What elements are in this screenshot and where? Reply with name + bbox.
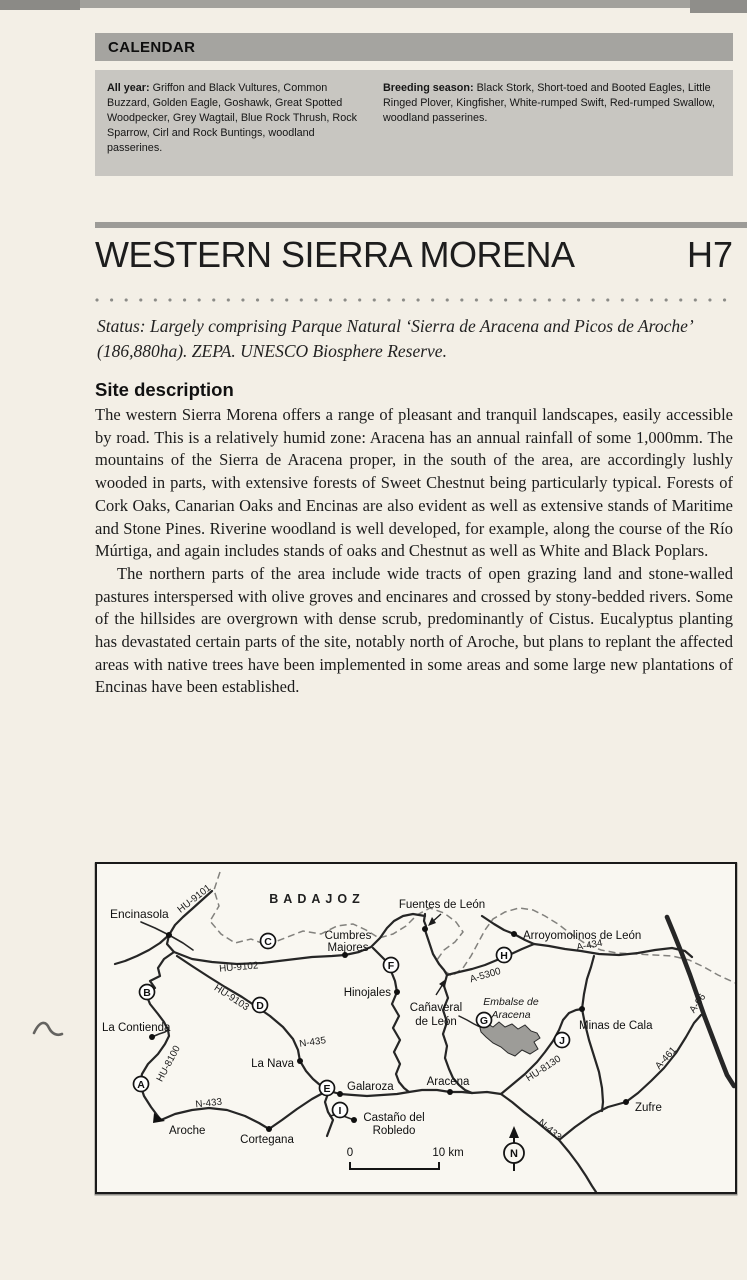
scale-bar bbox=[350, 1162, 439, 1169]
site-map-svg bbox=[97, 864, 735, 1192]
town-dot-cortegana bbox=[266, 1126, 272, 1132]
road-label-hu-8130: HU-8130 bbox=[524, 1053, 564, 1085]
reservoir-shape bbox=[480, 1022, 540, 1056]
town-dot-arroyomolinos-de-le-n bbox=[511, 931, 517, 937]
site-marker-letter-C: C bbox=[264, 935, 272, 948]
road-label-hu-9103: HU-9103 bbox=[211, 982, 251, 1014]
road-label-hu-9102: HU-9102 bbox=[218, 960, 259, 975]
town-label: Hinojales bbox=[343, 987, 391, 999]
north-letter: N bbox=[510, 1148, 518, 1160]
canaveral-arrow-head bbox=[439, 979, 446, 988]
site-description-heading: Site description bbox=[95, 379, 234, 400]
all-year-label: All year: bbox=[107, 82, 150, 94]
site-marker-letter-F: F bbox=[387, 959, 395, 972]
town-label: Cañaveral de León bbox=[409, 1002, 463, 1028]
town-dot-minas-de-cala bbox=[579, 1006, 585, 1012]
scale-label-zero: 0 bbox=[346, 1147, 354, 1159]
site-map bbox=[95, 862, 737, 1194]
town-label: Cortegana bbox=[240, 1134, 294, 1146]
town-dot-encinasola bbox=[166, 932, 172, 938]
breeding-season-label: Breeding season: bbox=[383, 82, 474, 94]
town-dot-casta-o-del-robledo bbox=[351, 1117, 357, 1123]
town-dot-la-nava bbox=[297, 1058, 303, 1064]
town-label: Castaño del Robledo bbox=[363, 1112, 425, 1137]
road-label-a-461: A-461 bbox=[653, 1044, 679, 1072]
town-label: Cumbres Majores bbox=[324, 930, 372, 954]
town-dot-hinojales bbox=[394, 989, 400, 995]
town-label: Aracena bbox=[426, 1076, 470, 1088]
site-marker-letter-H: H bbox=[500, 949, 508, 962]
all-year-entry bbox=[107, 81, 365, 176]
scan-edge-strip-left bbox=[0, 0, 80, 10]
town-label: La Nava bbox=[251, 1058, 294, 1070]
site-marker-letter-I: I bbox=[338, 1104, 342, 1117]
paragraph-2: The northern parts of the area include wide tracts of open grazing land and stone-walled pastures interspersed with olive groves and encinares and crossed by stony-bedded rivers. Some of the hillsides are overgrown with dense scrub, predominantly of Cistus. Eucalyptus planting has devastated certain parts of the site, notably north of Aroche, but plans to replant the affected areas with native trees have been implemented in some areas and some large new plantations of Encinas have been established. bbox=[95, 563, 733, 697]
road-label-hu-9101: HU-9101 bbox=[175, 882, 214, 916]
road-castano-road bbox=[325, 1091, 333, 1136]
site-marker-letter-D: D bbox=[256, 999, 264, 1012]
town-label: Aroche bbox=[169, 1125, 206, 1137]
calendar-header-band bbox=[95, 33, 733, 61]
site-code: H7 bbox=[686, 234, 733, 275]
town-dot-aracena bbox=[447, 1089, 453, 1095]
town-label: La Contienda bbox=[102, 1022, 171, 1034]
road-label-hu-8100: HU-8100 bbox=[154, 1043, 183, 1084]
site-marker-letter-B: B bbox=[143, 986, 151, 999]
site-marker-letter-J: J bbox=[559, 1034, 565, 1047]
road-hu9102 bbox=[174, 952, 345, 964]
town-label: Galaroza bbox=[347, 1081, 394, 1093]
town-label: Zufre bbox=[635, 1102, 662, 1114]
section-heading-row bbox=[95, 234, 733, 276]
road-label-n-433: N-433 bbox=[535, 1117, 564, 1143]
fuentes-arrow-head bbox=[428, 917, 436, 926]
road-n433-west bbox=[161, 1090, 472, 1129]
paragraph-1: The western Sierra Morena offers a range of pleasant and tranquil landscapes, easily accessible by road. This is a relatively humid zone: Aracena has an annual rainfall of some 1,000mm. The mountains of the Sierra de Aracena proper, in the south of the area, are accordingly lushly wooded in parts, with extensive forests of Sweet Chestnut being particularly typical. Forests of Cork Oaks, Canarian Oaks and Encinas are also evident as well as extensive stands of Maritime and Stone Pines. Riverine woodland is well developed, for example, along the course of the Río Múrtiga, and again includes stands of oaks and Chestnut as well as White and Black Poplars. bbox=[95, 405, 733, 561]
pen-mark-artifact bbox=[28, 1015, 68, 1049]
dotted-separator bbox=[95, 298, 733, 302]
north-arrow-head bbox=[509, 1126, 519, 1138]
scan-edge-strip-right bbox=[690, 0, 747, 13]
road-a461 bbox=[559, 1015, 701, 1140]
region-label-badajoz: BADAJOZ bbox=[269, 892, 365, 906]
calendar-panel bbox=[95, 70, 733, 176]
town-dot-zufre bbox=[623, 1099, 629, 1105]
scale-label-ten-km: 10 km bbox=[432, 1147, 464, 1159]
scan-edge-strip bbox=[0, 0, 747, 8]
site-description-body bbox=[95, 404, 733, 699]
calendar-title: CALENDAR bbox=[108, 38, 196, 56]
road-label-n-433: N-433 bbox=[194, 1096, 223, 1111]
town-dot-fuentes-de-le-n bbox=[422, 926, 428, 932]
all-year-text: Griffon and Black Vultures, Common Buzzard, Golden Eagle, Goshawk, Great Spotted Woodpecker, Grey Wagtail, Blue Rock Thrush, Rock Sparrow, Cirl and Rock Buntings, woodland passerines. bbox=[107, 82, 358, 154]
road-minas-north bbox=[582, 956, 594, 1009]
town-label: Minas de Cala bbox=[579, 1020, 653, 1032]
status-line: Status: Largely comprising Parque Natural ‘Sierra de Aracena and Picos de Aroche’ (186,880ha). ZEPA. UNESCO Biosphere Reserve. bbox=[97, 316, 692, 361]
site-marker-letter-E: E bbox=[323, 1082, 331, 1095]
breeding-season-text: Black Stork, Short-toed and Booted Eagles, Little Ringed Plover, Kingfisher, White-rumped Swift, Red-rumped Swallow, woodland passerines. bbox=[383, 82, 715, 124]
section-divider-rule bbox=[95, 222, 747, 228]
road-label-a-66: A-66 bbox=[687, 991, 709, 1016]
town-dot-la-contienda bbox=[149, 1034, 155, 1040]
town-dot-galaroza bbox=[337, 1091, 343, 1097]
breeding-season-entry bbox=[383, 81, 723, 176]
site-marker-letter-A: A bbox=[137, 1078, 145, 1091]
road-label-n-435: N-435 bbox=[298, 1035, 327, 1050]
road-hu9103-n435 bbox=[177, 956, 329, 1091]
province-boundary bbox=[210, 872, 735, 986]
reservoir-label: Embalse de Aracena bbox=[483, 996, 539, 1021]
town-label: Encinasola bbox=[110, 907, 169, 921]
town-label: Fuentes de León bbox=[398, 899, 486, 911]
town-label: Arroyomolinos de León bbox=[523, 930, 642, 942]
road-label-a-434: A-434 bbox=[575, 937, 604, 954]
page-title: WESTERN SIERRA MORENA bbox=[95, 234, 575, 275]
site-marker-letter-G: G bbox=[479, 1014, 489, 1027]
road-label-a-5300: A-5300 bbox=[468, 965, 503, 986]
